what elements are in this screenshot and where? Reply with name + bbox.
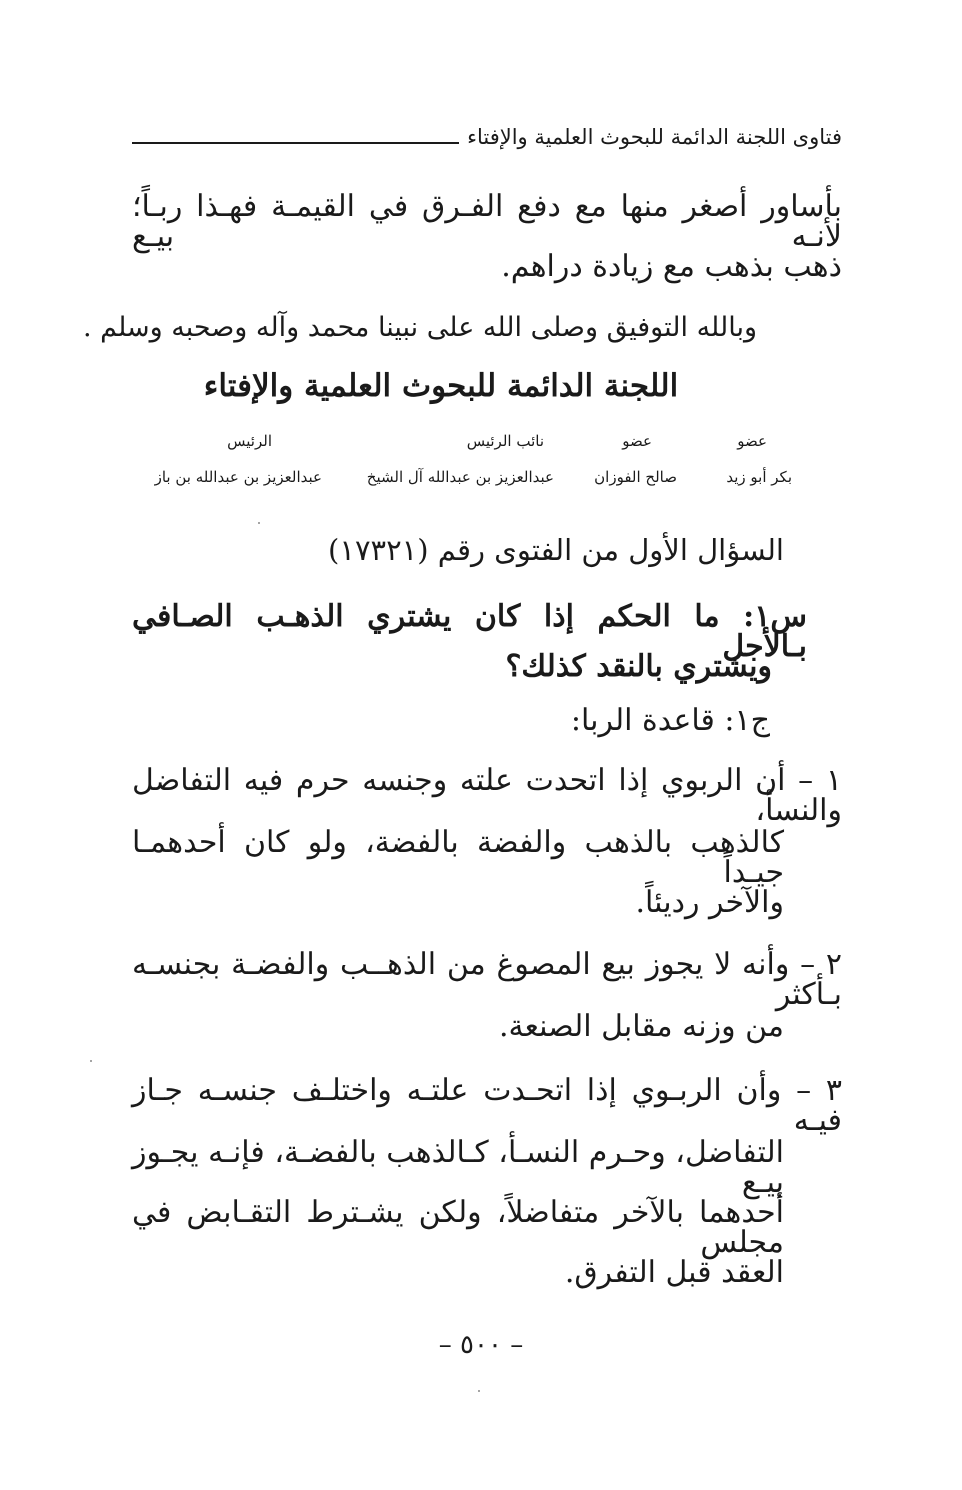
signatory-role: عضو	[622, 432, 652, 450]
running-header	[132, 108, 842, 148]
rule-line: كالذهب بالذهب والفضة بالفضة، ولو كان أحدهمـا جيـداً	[132, 825, 784, 890]
signatory-role: نائب الرئيس	[466, 432, 544, 450]
scan-speck	[478, 1390, 480, 1392]
scan-speck	[90, 1060, 92, 1062]
answer-intro: ج١: قاعدة الربا:	[570, 703, 770, 738]
question-line: ويشتري بالنقد كذلك؟	[505, 649, 772, 684]
paragraph-line: ذهب بذهب مع زيادة دراهم.	[501, 249, 842, 284]
rule-line: ٢ – وأنه لا يجوز بيع المصوغ من الذهــب والفضـة بجنسـه بـأكثر	[132, 947, 842, 1012]
signatory-role: الرئيس	[227, 432, 272, 450]
signatory-name: عبدالعزيز بن عبدالله آل الشيخ	[366, 468, 554, 486]
closing-formula: وبالله التوفيق وصلى الله على نبينا محمد وآله وصحبه وسلم .	[82, 312, 757, 343]
header-rule	[132, 142, 459, 144]
rule-line: والآخر رديئاً.	[635, 885, 784, 920]
page-number: – ٥٠٠ –	[438, 1330, 524, 1360]
rule-line: أحدهما بالآخر متفاضلاً، ولكن يشـترط التقـابض في مجلس	[132, 1195, 784, 1260]
signatory-name: عبدالعزيز بن عبدالله بن باز	[154, 468, 322, 486]
committee-title: اللجنة الدائمة للبحوث العلمية والإفتاء	[203, 368, 679, 404]
question-line: س١: ما الحكم إذا كان يشتري الذهـب الصـافي بـالأجل	[132, 599, 807, 664]
rule-line: التفاضل، وحـرم النسـأ، كـالذهب بالفضـة، فإنـه يجـوز بيـع	[132, 1135, 784, 1200]
scan-speck	[258, 522, 260, 524]
rule-line: من وزنه مقابل الصنعة.	[498, 1009, 784, 1044]
signatory-role: عضو	[737, 432, 767, 450]
paragraph-line: بأساور أصغر منها مع دفع الفـرق في القيمـة فهـذا ربـاً؛ لأنـه بيـع	[132, 189, 842, 254]
running-header-title: فتاوى اللجنة الدائمة للبحوث العلمية والإفتاء	[467, 125, 842, 149]
signatory-name: بكر أبو زيد	[726, 468, 792, 486]
rule-line: ١ – أن الربوي إذا اتحدت علته وجنسه حرم فيه التفاضل والنسأ،	[132, 763, 842, 828]
rule-line: العقد قبل التفرق.	[564, 1255, 784, 1290]
signatory-name: صالح الفوزان	[594, 468, 677, 486]
fatwa-heading: السؤال الأول من الفتوى رقم (١٧٣٢١)	[328, 533, 784, 567]
rule-line: ٣ – وأن الربـوي إذا اتحـدت علتـه واختلـف جنسـه جـاز فيـه	[132, 1073, 842, 1138]
